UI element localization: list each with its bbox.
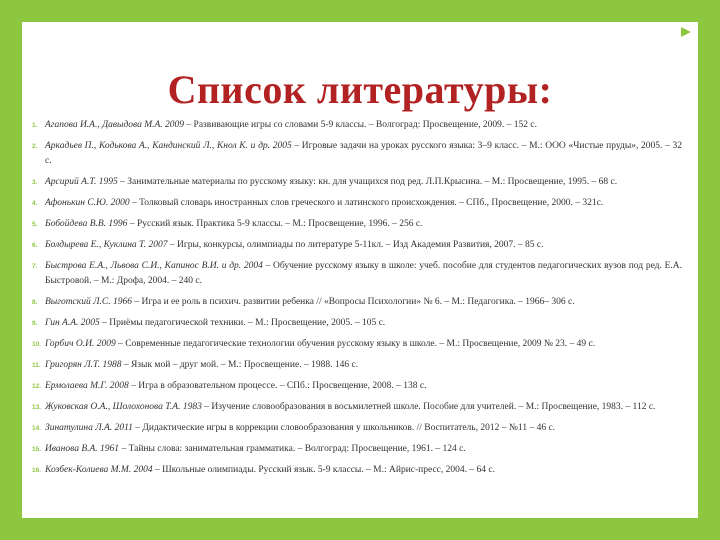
reference-number: 14. <box>32 425 42 432</box>
reference-item <box>32 217 682 232</box>
reference-author: Быстрова Е.А., Львова С.И., Капинос В.И. и др. 2004 <box>45 261 263 271</box>
reference-text: – Игровые задачи на уроках русского языка: 3–9 класс. – М.: ООО «Чистые пруды», 2005. – 32 с. <box>45 141 682 166</box>
reference-item <box>32 175 682 190</box>
reference-text: – Игры, конкурсы, олимпиады по литературе 5-11кл. – Изд Академия Развития, 2007. – 85 с. <box>167 240 544 250</box>
reference-item <box>32 337 682 352</box>
reference-item <box>32 421 682 436</box>
reference-author: Бобойдева В.В. 1996 <box>45 219 128 229</box>
reference-author: Агапова И.А., Давыдова М.А. 2009 <box>45 120 185 130</box>
reference-author: Козбек-Колиева М.М. 2004 <box>45 465 153 475</box>
reference-item <box>32 379 682 394</box>
reference-number: 11. <box>32 362 41 369</box>
reference-author: Григорян Л.Т. 1988 <box>45 360 122 370</box>
reference-author: Жуковская О.А., Шолохонова Т.А. 1983 <box>45 402 202 412</box>
reference-number: 3. <box>32 179 38 186</box>
reference-list <box>32 118 682 484</box>
reference-author: Гин А.А. 2005 <box>45 318 100 328</box>
reference-item <box>32 400 682 415</box>
reference-number: 1. <box>32 122 38 129</box>
reference-number: 8. <box>32 299 38 306</box>
reference-text: – Игра и ее роль в психич. развитии ребенка // «Вопросы Психологии» № 6. – М.: Педагогика. – 1966– 306 с. <box>131 297 575 307</box>
reference-text: – Обучение русскому языку в школе: учеб. пособие для студентов педагогических вузов под ред. Е.А. Быстровой. – М.: Дрофа, 2004. – 240 с. <box>45 261 682 286</box>
reference-item <box>32 238 682 253</box>
reference-text: – Дидактические игры в коррекции словообразования у школьников. // Воспитатель, 2012 – №11 – 46 с. <box>132 423 556 433</box>
reference-item <box>32 118 682 133</box>
reference-text: – Русский язык. Практика 5-9 классы. – М.: Просвещение, 1996. – 256 с. <box>127 219 423 229</box>
reference-text: – Изучение словообразования в восьмилетней школе. Пособие для учителей. – М.: Просвещение, 1983. – 112 с. <box>201 402 656 412</box>
reference-number: 12. <box>32 383 42 390</box>
reference-number: 10. <box>32 341 42 348</box>
reference-author: Зинатулина Л.А. 2011 <box>45 423 133 433</box>
reference-author: Болдырева Е., Куклина Т. 2007 <box>45 240 168 250</box>
reference-author: Аркадьев П., Кодькова А., Кандинский Л., Кнол К. и др. 2005 <box>45 141 292 151</box>
reference-number: 16. <box>32 467 42 474</box>
reference-item <box>32 139 682 169</box>
reference-text: – Занимательные материалы по русскому языку: кн. для учащихся под ред. Л.П.Крысина. – М.: Просвещение, 1995. – 68 с. <box>117 177 618 187</box>
slide-title: Список литературы: <box>167 67 553 112</box>
reference-author: Иванова В.А. 1961 <box>45 444 120 454</box>
reference-number: 6. <box>32 242 38 249</box>
reference-author: Арсирий А.Т. 1995 <box>45 177 118 187</box>
reference-text: – Школьные олимпиады. Русский язык. 5-9 классы. – М.: Айрис-пресс, 2004. – 64 с. <box>152 465 495 475</box>
reference-number: 13. <box>32 404 42 411</box>
reference-number: 15. <box>32 446 42 453</box>
reference-text: – Язык мой – друг мой. – М.: Просвещение. – 1988. 146 с. <box>121 360 359 370</box>
reference-author: Выготский Л.С. 1966 <box>45 297 132 307</box>
reference-number: 4. <box>32 200 38 207</box>
reference-text: – Игра в образовательном процессе. – СПб.: Просвещение, 2008. – 138 с. <box>128 381 427 391</box>
reference-item <box>32 196 682 211</box>
reference-author: Афонькин С.Ю. 2000 <box>45 198 130 208</box>
reference-text: – Развивающие игры со словами 5-9 классы. – Волгоград: Просвещение, 2009. – 152 с. <box>184 120 537 130</box>
reference-item <box>32 295 682 310</box>
reference-text: – Тайны слова: занимательная грамматика. – Волгоград: Просвещение, 1961. – 124 с. <box>119 444 466 454</box>
reference-item <box>32 316 682 331</box>
reference-number: 7. <box>32 263 38 270</box>
reference-author: Горбич О.И. 2009 <box>45 339 116 349</box>
reference-item <box>32 463 682 478</box>
reference-text: – Толковый словарь иностранных слов греческого и латинского происхождения. – СПб., Просвещение, 2000. – 321с. <box>129 198 604 208</box>
arrow-marker-icon <box>680 26 692 38</box>
reference-text: – Современные педагогические технологии обучения русскому языку в школе. – М.: Просвещение, 2009 № 23. – 49 с. <box>115 339 596 349</box>
reference-number: 2. <box>32 143 38 150</box>
reference-author: Ермолаева М.Г. 2008 <box>45 381 129 391</box>
reference-text: – Приёмы педагогической техники. – М.: Просвещение, 2005. – 105 с. <box>99 318 386 328</box>
reference-number: 9. <box>32 320 38 327</box>
reference-item <box>32 442 682 457</box>
reference-item <box>32 358 682 373</box>
reference-number: 5. <box>32 221 38 228</box>
reference-item <box>32 259 682 289</box>
